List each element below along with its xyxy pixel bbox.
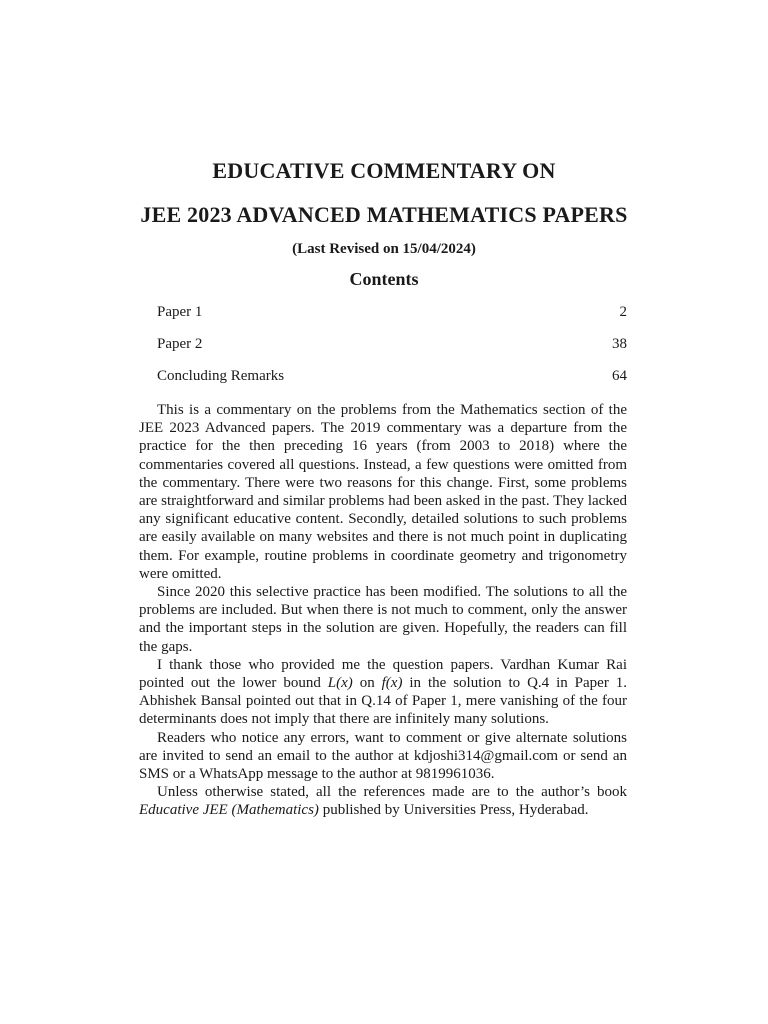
toc-entry-paper-1[interactable] — [157, 304, 627, 336]
ack-text-2: on — [352, 675, 382, 692]
toc-entry-page: 2 — [619, 304, 627, 320]
toc-entry-label: Paper 1 — [157, 304, 203, 320]
math-lower-bound: L(x) — [327, 675, 353, 692]
toc-entry-concluding-remarks[interactable] — [157, 368, 627, 400]
toc-entry-label: Paper 2 — [157, 336, 203, 352]
toc-entry-paper-2[interactable] — [157, 336, 627, 368]
paragraph-acknowledgements — [139, 656, 627, 729]
table-of-contents — [157, 304, 627, 400]
title-line-2: JEE 2023 ADVANCED MATHEMATICS PAPERS — [140, 202, 628, 227]
toc-entry-page: 38 — [612, 336, 627, 352]
book-title: Educative JEE (Mathematics) — [139, 802, 319, 819]
title-line-1: EDUCATIVE COMMENTARY ON — [212, 158, 556, 183]
toc-entry-label: Concluding Remarks — [157, 368, 285, 384]
math-function: f(x) — [381, 675, 403, 692]
toc-entry-page: 64 — [612, 368, 627, 384]
contents-heading: Contents — [349, 269, 419, 289]
ref-text-2: published by Universities Press, Hyderabad. — [318, 802, 589, 819]
ack-text-3: in the solution to Q.4 in Paper 1. Abhishek Bansal pointed out that in Q.14 of Paper 1, mere vanishing of the four determinants does not imply that there are infinitely many solutions. — [139, 675, 628, 728]
paragraph-selective-practice: Since 2020 this selective practice has been modified. The solutions to all the problems are included. But when there is not much to comment, only the answer and the important steps in the solution are given. Hopefully, the readers can fill the gaps. — [139, 584, 627, 655]
ref-text-1: Unless otherwise stated, all the references made are to the author’s book — [157, 784, 627, 801]
paragraph-contact: Readers who notice any errors, want to comment or give alternate solutions are invited to send an email to the author at kdjoshi314@gmail.com or send an SMS or a WhatsApp message to the author at 9819961036. — [139, 729, 627, 783]
introduction-body — [139, 401, 627, 820]
paragraph-commentary-scope: This is a commentary on the problems from the Mathematics section of the JEE 2023 Advanced papers. The 2019 commentary was a departure from the practice for the then preceding 16 years (from 2003 to 2018) where the commentaries covered all questions. Instead, a few questions were omitted from the commentary. There were two reasons for this change. First, some problems are straightforward and similar problems had been asked in the past. They lacked any significant educative content. Secondly, detailed solutions to such problems are easily available on many websites and there is not much point in duplicating them. For example, routine problems in coordinate geometry and trigonometry were omitted. — [139, 402, 627, 582]
ack-text-1: I thank those who provided me the question papers. Vardhan Kumar Rai pointed out the lower bound — [139, 656, 627, 692]
paragraph-references — [139, 783, 627, 819]
revision-date: (Last Revised on 15/04/2024) — [292, 241, 476, 257]
